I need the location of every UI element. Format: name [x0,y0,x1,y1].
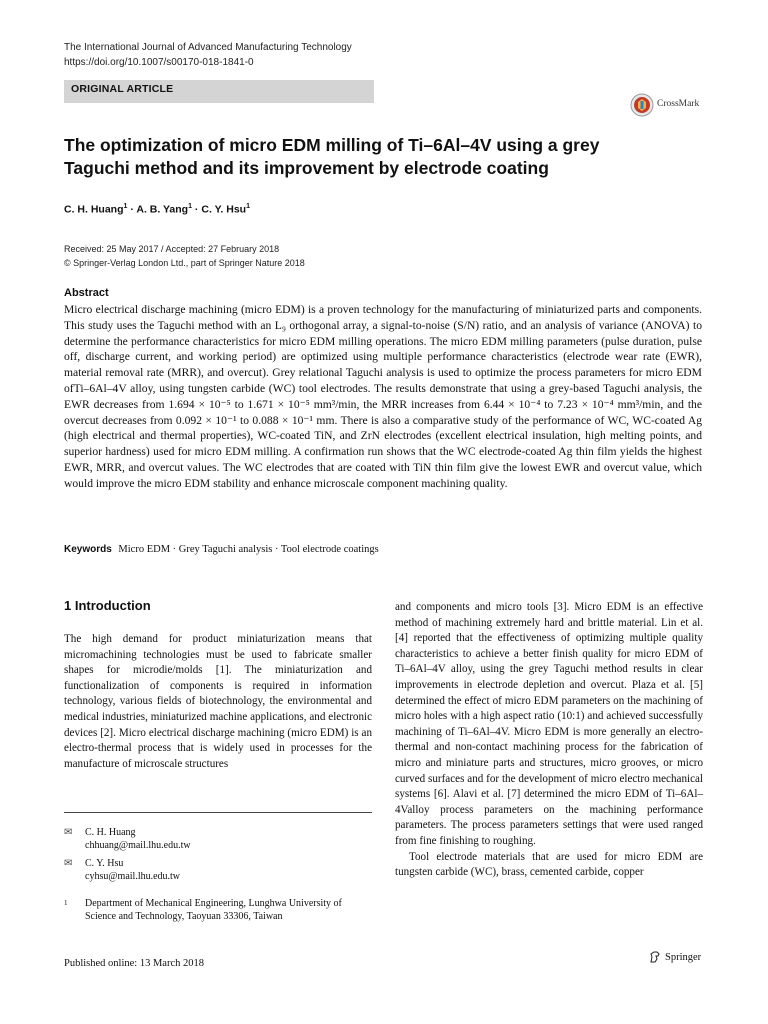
abstract-text: Micro electrical discharge machining (micro EDM) is a proven technology for the manufacturing of miniaturized parts and components. This study uses the Taguchi method with an L₉ orthogonal array, a signal-to-noise (S/N) ratio, and an analysis of variance (ANOVA) to determine the performance characteristics for micro EDM milling operations. The micro EDM milling parameters (pulse duration, pulse off, discharge current, and working period) are optimized using multiple performance characteristics (electrode wear rate (EWR), material removal rate (MRR), and overcut). Grey relational Taguchi analysis is used to optimize the process parameters for micro EDM ofTi–6Al–4V alloy, using tungsten carbide (WC) tool electrodes. The results demonstrate that using a grey-based Taguchi analysis, the EWR decreases from 1.694 × 10⁻⁵ to 1.671 × 10⁻⁵ mm³/min, the MRR increases from 6.44 × 10⁻⁴ to 7.23 × 10⁻⁴ mm³/min, and the overcut decreases from 0.092 × 10⁻¹ to 0.088 × 10⁻¹ mm. There is also a comparative study of the performance of WC, WC-coated Ag (high electrical and thermal properties), WC-coated TiN, and ZrN electrodes (excellent electrical insulation, high melting points, and superior hardness) used for micro EDM milling. A confirmation run shows that the WC electrode-coated Ag thin film yields the highest EWR, MRR, and overcut values. The WC electrodes that are coated with TiN thin film give the lowest EWR and overcut value, which would improve the micro EDM stability and enhance microscale component machining quality. [64,303,702,490]
left-column [64,632,372,772]
contact-email[interactable]: cyhsu@mail.lhu.edu.tw [85,871,181,882]
section-heading: 1 Introduction [64,598,151,613]
envelope-icon: ✉ [64,827,73,838]
article-dates [64,242,305,270]
author-name[interactable]: C. H. Huang [64,203,124,216]
envelope-icon: ✉ [64,858,73,869]
article-type-banner: ORIGINAL ARTICLE [64,80,374,103]
crossmark-badge[interactable] [630,93,710,119]
received-accepted: Received: 25 May 2017 / Accepted: 27 February 2018 [64,244,280,254]
footnote-divider [64,812,372,813]
contact-name: C. H. Huang [85,827,136,838]
author-separator: · [127,203,137,216]
published-date: Published online: 13 March 2018 [64,958,204,969]
doi-link[interactable]: https://doi.org/10.1007/s00170-018-1841-0 [64,57,254,68]
keywords-label: Keywords [64,544,112,555]
author-affil-mark: 1 [188,203,193,210]
journal-header [64,40,352,70]
right-column [395,600,703,881]
paper-title: The optimization of micro EDM milling of Ti–6Al–4V using a grey Taguchi method and its improvement by electrode coating [64,135,600,178]
copyright-line: © Springer-Verlag London Ltd., part of Springer Nature 2018 [64,258,305,268]
contact-name: C. Y. Hsu [85,858,124,869]
contact-block [64,826,191,852]
springer-horse-icon [648,950,662,964]
intro-paragraph: Tool electrode materials that are used for micro EDM are tungsten carbide (WC), brass, cemented carbide, copper [395,850,703,879]
author-separator: · [192,203,202,216]
crossmark-label: CrossMark [657,99,700,109]
intro-paragraph: and components and micro tools [3]. Micro EDM is an effective method of machining extremely hard and brittle material. Lin et al. [4] reported that the effectiveness of optimizing multiple quality characteristics to achieve a better finish quality for micro EDM of Ti–6Al–4V alloy, using the grey Taguchi method results in clear improvements in electrode depletion and overcut. Plaza et al. [5] determined the effect of micro EDM parameters on the machining of micro holes with a high aspect ratio (10:1) and achieved successfully machining of Ti–6Al–4V. Micro EDM is more generally an electro-thermal and non-contact machining process for the fabrication of micro and miniature parts and structures, micro grooves, or micro curved surfaces and for the development of micro electro mechanical systems [6]. Alavi et al. [7] determined the micro EDM of Ti–6Al–4Valloy process parameters on the machining performance parameters. The process parameters settings that were used ranged from fine finishing to roughing. [395,601,703,847]
author-affil-mark: 1 [246,203,251,210]
publisher-logo [648,950,701,964]
author-name[interactable]: A. B. Yang [136,203,189,216]
affiliation-text: Department of Mechanical Engineering, Lunghwa University of Science and Technology, Taoyuan 33306, Taiwan [85,898,342,922]
journal-name: The International Journal of Advanced Manufacturing Technology [64,42,352,53]
author-affil-mark: 1 [123,203,128,210]
contact-block [64,857,180,883]
affiliation-number: 1 [64,899,68,907]
keywords-text: Micro EDM · Grey Taguchi analysis · Tool electrode coatings [118,544,379,555]
crossmark-icon [630,93,654,117]
contact-email[interactable]: chhuang@mail.lhu.edu.tw [85,840,191,851]
abstract-heading: Abstract [64,287,109,299]
publisher-name: Springer [665,951,702,963]
intro-paragraph: The high demand for product miniaturization means that micromachining technologies must be used to fabricate smaller shapes for microdie/molds [1]. The miniaturization and functionalization of components is required in information technology, various fields of biotechnology, the environmental and medical industries, miniaturized machine applications, and electronic devices [2]. Micro electrical discharge machining (micro EDM) is an electro-thermal process that is widely used in processes for the manufacture of microscale structures [64,633,372,770]
author-name[interactable]: C. Y. Hsu [201,203,247,216]
keywords-line [64,544,379,555]
affiliation-note [64,897,372,923]
author-list [64,203,250,216]
